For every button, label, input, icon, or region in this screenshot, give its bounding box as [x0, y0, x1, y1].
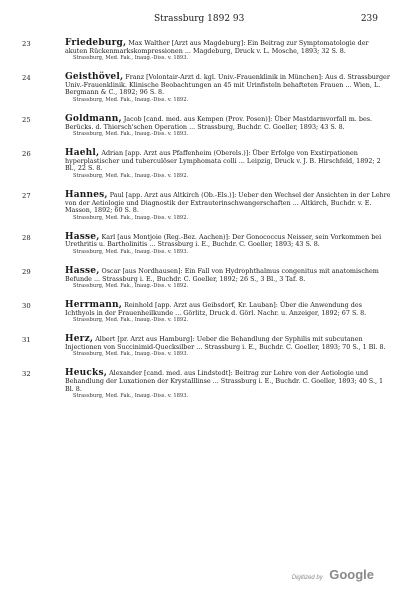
google-logo: Google: [329, 567, 374, 582]
entry-text: Max Walther [Arzt aus Magdeburg]: Ein Beitrag zur Symptomatologie der akuten Rückenmarkskompressionen ... Magdeburg, Druck v. L. Mosche, 1893; 32 S. 8.: [65, 39, 369, 55]
bibliography-entry: [22, 113, 392, 138]
author-surname: Hasse,: [65, 231, 100, 242]
page-header: [22, 14, 378, 28]
author-surname: Goldmann,: [65, 113, 122, 124]
author-surname: Haehl,: [65, 148, 100, 159]
bibliography-entry: [22, 336, 392, 358]
google-watermark: [292, 566, 374, 584]
entry-text: Franz [Volontair-Arzt d. kgl. Univ.-Frauenklinik in München]: Aus d. Strassburger Univ.-Frauenklinik. Klinische Beobachtungen an 45 mit Urinfisteln behafteten Frauen ... Wien, L. Bergmann & C., 1892; 96 S. 8.: [65, 73, 390, 97]
author-surname: Geisthövel,: [65, 72, 124, 83]
entry-number: 27: [22, 191, 31, 200]
entry-note: Strassburg, Med. Fak., Inaug.-Diss. v. 1893.: [73, 55, 189, 62]
entry-text: Adrian [app. Arzt aus Pfaffenheim (Oberels.)]: Über Erfolge von Exstirpationen hyperplastischer und tuberculöser Lymphomata colli ... Leipzig, Druck v. J. B. Hirschfeld, 1892; 2 Bl., 22 S. 8.: [65, 149, 381, 173]
author-surname: Heucks,: [65, 368, 108, 379]
bibliography-entry: [22, 231, 392, 256]
entry-number: 23: [22, 40, 31, 48]
page-number: 239: [360, 14, 378, 24]
entry-note: Strassburg, Med. Fak., Inaug.-Diss. v. 1893.: [73, 393, 189, 400]
bibliography-entry: [22, 189, 392, 222]
entry-text: Paul [app. Arzt aus Altkirch (Ob.-Els.)]: Ueber den Wechsel der Ansichten in der Lehre von der Aetiologie und Diagnostik der Extrauterinschwangerschaften ... Altkirch, Buchdr. v. E. Masson, 1892; 60 S. 8.: [65, 190, 391, 215]
bibliography-entry: [22, 74, 392, 104]
author-surname: Hasse,: [65, 265, 100, 276]
author-surname: Herrmann,: [65, 300, 123, 311]
entry-text: Karl [aus Montjoie (Reg.-Bez. Aachen)]: Der Gonococcus Neisser, sein Vorkommen bei Urethritis u. Bartholinitis ... Strassburg i. E., Buchdr. C. Goeller, 1893; 43 S. 8.: [65, 232, 382, 249]
entry-note: Strassburg, Med. Fak., Inaug.-Diss. v. 1892.: [73, 317, 189, 324]
entry-number: 32: [22, 370, 31, 379]
bibliography-entry: [22, 150, 392, 180]
bibliography-entry: [22, 265, 392, 290]
entry-note: Strassburg, Med. Fak., Inaug.-Diss. v. 1892.: [73, 214, 189, 221]
entry-text: Albert [pr. Arzt aus Hamburg]: Ueber die Behandlung der Syphilis mit subcutanen Injectionen von Succinimid-Quecksilber ... Strassburg i. E., Buchdr. C. Goeller, 1893; 70 S., 1 Bl. 8.: [65, 335, 386, 351]
entry-note: Strassburg, Med. Fak., Inaug.-Diss. v. 1892.: [73, 96, 189, 103]
author-surname: Friedeburg,: [65, 38, 127, 48]
entry-number: 31: [22, 336, 31, 345]
author-surname: Hannes,: [65, 189, 108, 200]
entry-number: 28: [22, 233, 31, 242]
watermark-prefix: Digitized by: [291, 575, 323, 581]
running-title: Strassburg 1892 93: [154, 14, 245, 24]
entry-note: Strassburg, Med. Fak., Inaug.-Diss. v. 1893.: [73, 248, 189, 255]
author-surname: Herz,: [65, 334, 94, 345]
entry-number: 30: [22, 302, 31, 311]
entry-text: Jacob [cand. med. aus Kempen (Prov. Posen)]: Über Mastdarmvorfall m. bes. Berücks. d. Thiersch'schen Operation ... Strassburg, Buchdr. C. Goeller, 1893; 43 S. 8.: [65, 114, 373, 131]
entry-number: 29: [22, 267, 31, 276]
entry-text: Reinhold [app. Arzt aus Geibsdorf, Kr. Lauban]: Über die Anwendung des Ichthyols in der Frauenheilkunde ... Görlitz, Druck d. Görl. Nachr. u. Anzeiger, 1892; 67 S. 8.: [65, 301, 367, 317]
entry-text: Alexander [cand. med. aus Lindstedt]: Beitrag zur Lehre von der Aetiologie und Behandlung der Luxationen der Krystalllinse ... Strassburg i. E., Buchdr. C. Goeller, 1893; 40 S., 1 Bl. 8.: [65, 369, 384, 393]
bibliography-entry: [22, 40, 392, 62]
entry-number: 25: [22, 115, 31, 124]
entry-number: 26: [22, 150, 31, 159]
entry-text: Oscar [aus Nordhausen]: Ein Fall von Hydrophthalmus congenitus mit anatomischem Befunde ... Strassburg i. E., Buchdr. C. Goeller, 1892; 26 S., 3 Bl., 3 Taf. 8.: [65, 266, 379, 283]
entry-note: Strassburg, Med. Fak., Inaug.-Diss. v. 1892.: [73, 283, 189, 290]
entry-note: Strassburg, Med. Fak., Inaug.-Diss. v. 1892.: [73, 172, 189, 179]
bibliography-list: [22, 40, 392, 412]
entry-number: 24: [22, 74, 31, 83]
entry-note: Strassburg, Med. Fak., Inaug.-Diss. v. 1893.: [73, 131, 189, 138]
entry-note: Strassburg, Med. Fak., Inaug.-Diss. v. 1893.: [73, 351, 189, 358]
bibliography-entry: [22, 370, 392, 400]
bibliography-entry: [22, 302, 392, 324]
